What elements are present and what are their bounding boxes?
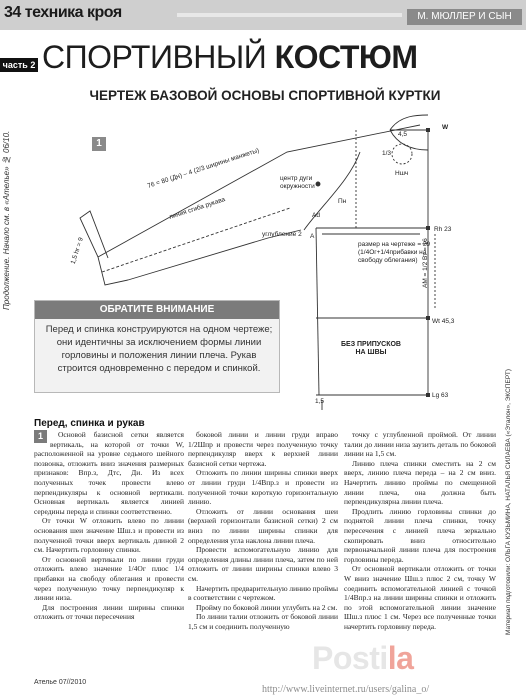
side-note: Продолжение. Начало см. в «Ателье» № 06/10. (2, 130, 11, 310)
text-column-3 (344, 430, 496, 631)
side-line (316, 228, 319, 395)
point-lg (426, 393, 430, 397)
paragraph: точку с углубленной проймой. От линии талии до линии низа заузить деталь по боковой линии на 1,5 см. (344, 430, 496, 459)
title-bold: КОСТЮМ (274, 39, 418, 75)
step-number: 1 (34, 430, 47, 443)
sleeve-cuff (80, 211, 108, 258)
paragraph: Пройму по боковой линии углубить на 2 см. (196, 602, 338, 612)
point-ad-label: Ad (312, 212, 320, 219)
paragraph: Отложить от линии основания шеи (верхней горизонтали базисной сетки) 2 см вниз по линии ширины спинки для определения угла наклона линии плеча. (188, 506, 338, 545)
point-wt-label: Wt 45,3 (432, 318, 455, 325)
figure-number: 1 (92, 137, 106, 151)
paragraph: От основной вертикали отложить от точки W вниз значение Шш.з плюс 2 см, точку W соединить вспомогательной линией с точкой 1/4Впр.з на линии ширины спинки и отложить по этой вспомогательной линии значение Шш.з плюс 1 см. Через все полученные точки начертить горловину переда. (344, 564, 496, 631)
notice-box (34, 300, 280, 393)
seam-allowance-note: БЕЗ ПРИПУСКОВ НА ШВЫ (341, 341, 401, 356)
point-w (426, 128, 430, 132)
paragraph: От точки W отложить влево по линии основания шеи значение Шш.з и провести из полученной точки вверх вертикаль длиной 2 см. Начертить горловину спинки. (34, 516, 184, 555)
paragraph: боковой линии и линии груди вправо 1/2Шпр и провести через полученную точку перпендикуляр вверх к верхней линии базисной сетки чертежа. (188, 430, 338, 468)
watermark-logo: Postila (312, 640, 414, 676)
neck-curve (390, 130, 428, 150)
page-footer: Ателье 07//2010 (34, 679, 87, 686)
point-rh (426, 226, 430, 230)
paragraph: По линии талии отложить от боковой линии 1,5 см и соединить полученную (188, 612, 338, 631)
paragraph: От основной вертикали по линии груди отложить влево значение 1/4Ог плюс 1/4 прибавки на свободу облегания и провести через полученную точку перпендикуляр к линии низа. (34, 554, 184, 603)
paragraph: 1 Основой базисной сетки является вертикаль, на которой от точки W, расположенной на уровне седьмого шейного позвонка, отложить вниз значения размерных признаков: Впр.з, Дтс, Ди. Из всех полученных точек провести влево перпендикуляры к основной вертикали. Основная вертикаль является линией середины переда и спинки соответственно. (34, 430, 184, 516)
sleeve-top-label: 4,5 (398, 131, 408, 138)
sleeve-upper-line (98, 125, 420, 257)
sleeve-length-label: 76 = 80 (Дн) – 4 (2/3 ширины манжеты) (146, 147, 261, 190)
notice-text: Перед и спинка конструируются на одном чертеже; они идентичны за исключением формы линии горловины и положения линии плеча. Рукав строится одновременно с передом и спинкой. (45, 324, 273, 374)
notice-heading: ОБРАТИТЕ ВНИМАНИЕ (35, 301, 279, 319)
watermark-url: http://www.liveinternet.ru/users/galina_o/ (262, 684, 430, 695)
point-w-label: W (442, 124, 449, 131)
page-title (42, 38, 418, 76)
size-label: размер на чертеже = 29 (1/4Ог+1/4прибавки на свободу облегания) (358, 241, 431, 264)
arc-center-label: центр дуги окружности (280, 175, 315, 190)
paragraph: Линию плеча спинки сместить на 2 см вверх, линию плеча переда – на 2 см вниз. Начертить линию проймы по смещенной линии плеча, она должна быть перпендикулярна линии плеча. (344, 458, 496, 507)
front-neck-curve (390, 115, 428, 130)
paragraph: Провести вспомогательную линию для определения длины линии плеча, затем по ней отложить от линии ширины спинки влево 3 см. (188, 545, 338, 583)
text-column-2 (188, 430, 338, 631)
part-badge: часть 2 (0, 58, 38, 72)
section-heading: Перед, спинка и рукав (34, 418, 145, 429)
point-rh-label: Rh 23 (434, 226, 452, 233)
title-light: СПОРТИВНЫЙ (42, 39, 267, 75)
header-stripe (177, 13, 402, 17)
point-n-label: Пн (338, 198, 347, 205)
header-band (0, 0, 526, 30)
point-wt (426, 316, 430, 320)
page-subtitle: ЧЕРТЕЖ БАЗОВОЙ ОСНОВЫ СПОРТИВНОЙ КУРТКИ (89, 88, 441, 103)
am-label: AM = 1/2 Вт = 16 (422, 238, 429, 288)
side-credit: Материал подготовили: ОЛЬГА КУЗЬМИНА, НАТАЛЬЯ СИЛАЕВА («Эталон», ЭКСПЕРТ) (505, 368, 512, 635)
point-a-label: A (310, 233, 315, 240)
text-column-1 (34, 430, 184, 622)
page-number-section: 34 техника кроя (4, 4, 122, 21)
deepening-label: углубление 2 (262, 231, 302, 238)
front-shoulder-label: Hшч (395, 170, 409, 177)
bottom-value-label: 1,5 (315, 398, 325, 405)
section-label: М. МЮЛЛЕР И СЫН (407, 9, 522, 25)
sleeve-slope-label: 1,5 hr = 9 (69, 236, 85, 266)
paragraph: Продлить линию горловины спинки до поднятой линии плеча спинки, точку пересечения с линией плеча зеркально скопировать вниз относительно первоначальной линии плеча для построения горловины переда. (344, 506, 496, 564)
paragraph: Для построения линии ширины спинки отложить от точки пересечения (34, 602, 184, 622)
small-dim-label: 1/3 (382, 150, 392, 157)
point-lg-label: Lg 63 (432, 392, 449, 399)
sleeve-fold-label: линия сгиба рукава (168, 196, 227, 221)
paragraph: Начертить предварительную линию проймы в соответствии с чертежом. (188, 583, 338, 603)
paragraph: Отложить по линии ширины спинки вверх от линии груди 1/4Впр.з и провести из полученной точки короткую горизонтальную линию. (188, 468, 338, 507)
